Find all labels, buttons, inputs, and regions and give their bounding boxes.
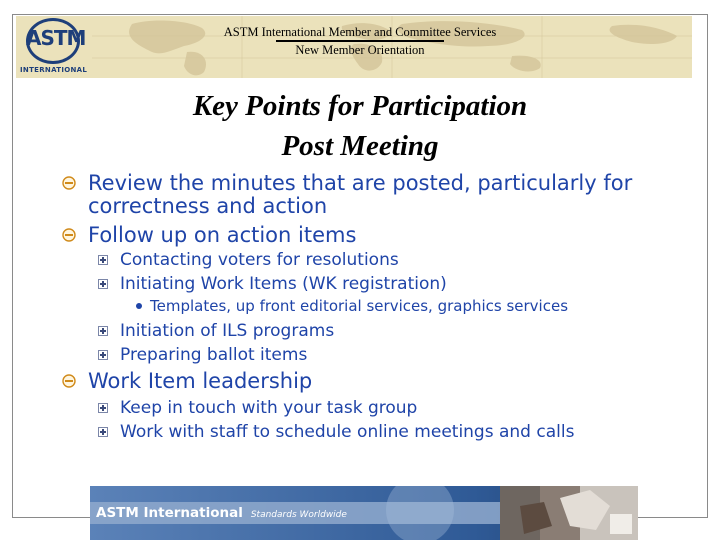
banner-lab-photo bbox=[500, 486, 638, 540]
square-bullet-icon bbox=[98, 350, 108, 360]
item-ballot-items: Preparing ballot items bbox=[120, 345, 308, 365]
bullet-work-item-leadership: Work Item leadership bbox=[88, 369, 313, 393]
square-bullet-icon bbox=[98, 427, 108, 437]
slide-title bbox=[60, 86, 660, 166]
orange-bullet-icon bbox=[62, 374, 76, 388]
header-subtitle: New Member Orientation bbox=[295, 43, 425, 57]
logo-mark: ASTM bbox=[26, 26, 86, 50]
orange-bullet-icon bbox=[62, 176, 76, 190]
banner-tagline: Standards Worldwide bbox=[250, 510, 347, 520]
item-contacting-voters: Contacting voters for resolutions bbox=[120, 250, 399, 270]
square-bullet-icon bbox=[98, 403, 108, 413]
item-templates-services: Templates, up front editorial services, graphics services bbox=[150, 297, 569, 315]
bullet-follow-up: Follow up on action items bbox=[88, 223, 357, 247]
bullet-review-minutes: Review the minutes that are posted, particularly for correctness and action bbox=[88, 171, 633, 218]
logo-subtext: INTERNATIONAL bbox=[20, 66, 88, 74]
slide-title-line1: Key Points for Participation bbox=[192, 90, 528, 122]
header-divider bbox=[276, 40, 444, 42]
banner-brand bbox=[96, 505, 347, 523]
item-keep-in-touch: Keep in touch with your task group bbox=[120, 398, 418, 418]
header-org-name: ASTM International Member and Committee Services bbox=[223, 25, 497, 39]
banner-brand-name: ASTM International bbox=[96, 505, 243, 521]
item-schedule-meetings: Work with staff to schedule online meetings and calls bbox=[120, 422, 575, 442]
square-bullet-icon bbox=[98, 279, 108, 289]
square-bullet-icon bbox=[98, 255, 108, 265]
item-ils-programs: Initiation of ILS programs bbox=[120, 321, 335, 341]
orange-bullet-icon bbox=[62, 228, 76, 242]
footer-banner bbox=[90, 486, 638, 540]
square-bullet-icon bbox=[98, 326, 108, 336]
slide-title-line2: Post Meeting bbox=[281, 130, 439, 162]
item-initiating-work-items: Initiating Work Items (WK registration) bbox=[120, 274, 447, 294]
astm-logo bbox=[20, 18, 86, 76]
dot-bullet-icon bbox=[136, 303, 142, 309]
